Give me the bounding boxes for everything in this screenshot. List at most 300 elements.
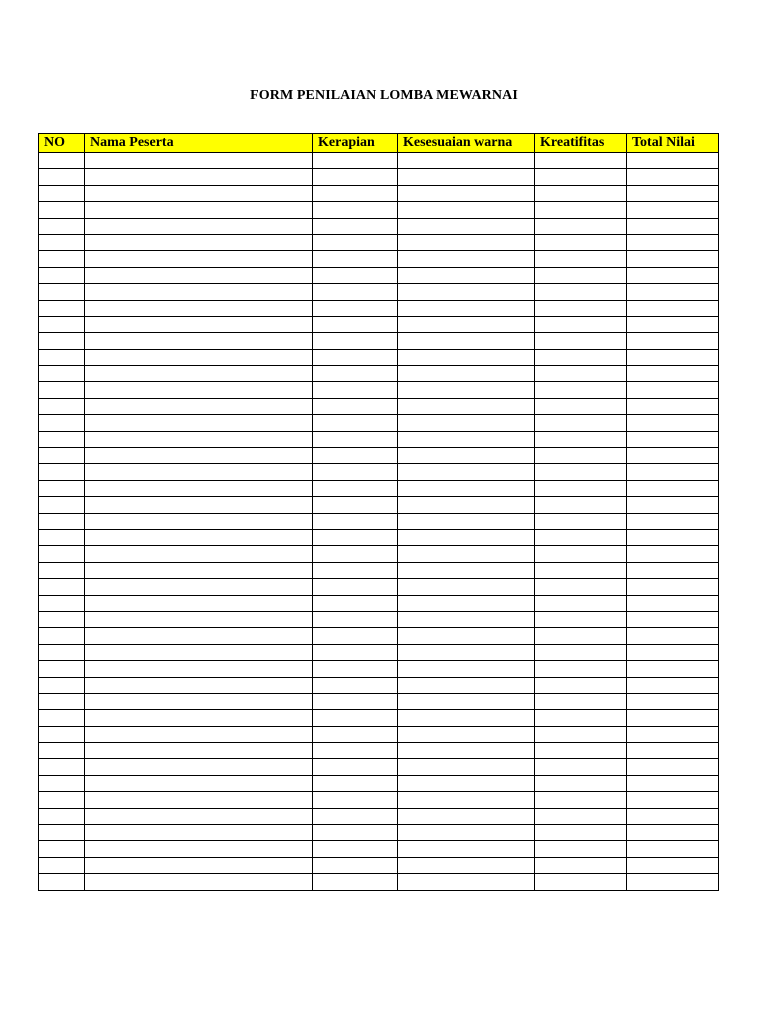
table-row	[39, 529, 719, 545]
cell-kesesuaian-warna	[398, 333, 535, 349]
cell-total-nilai	[627, 234, 719, 250]
cell-no	[39, 710, 85, 726]
cell-nama-peserta	[85, 841, 313, 857]
cell-kerapian	[313, 431, 398, 447]
cell-kerapian	[313, 464, 398, 480]
cell-no	[39, 693, 85, 709]
cell-kreatifitas	[535, 185, 627, 201]
cell-total-nilai	[627, 808, 719, 824]
cell-total-nilai	[627, 743, 719, 759]
cell-kreatifitas	[535, 234, 627, 250]
cell-kreatifitas	[535, 464, 627, 480]
cell-kreatifitas	[535, 300, 627, 316]
header-kerapian: Kerapian	[313, 134, 398, 153]
cell-nama-peserta	[85, 825, 313, 841]
table-row	[39, 382, 719, 398]
cell-no	[39, 808, 85, 824]
cell-total-nilai	[627, 464, 719, 480]
cell-no	[39, 398, 85, 414]
cell-no	[39, 611, 85, 627]
cell-total-nilai	[627, 366, 719, 382]
table-row	[39, 267, 719, 283]
cell-kerapian	[313, 349, 398, 365]
cell-nama-peserta	[85, 579, 313, 595]
table-row	[39, 775, 719, 791]
cell-nama-peserta	[85, 628, 313, 644]
cell-nama-peserta	[85, 284, 313, 300]
cell-kesesuaian-warna	[398, 497, 535, 513]
cell-total-nilai	[627, 595, 719, 611]
cell-no	[39, 234, 85, 250]
cell-no	[39, 726, 85, 742]
cell-total-nilai	[627, 710, 719, 726]
table-row	[39, 480, 719, 496]
cell-kerapian	[313, 808, 398, 824]
cell-total-nilai	[627, 857, 719, 873]
cell-kesesuaian-warna	[398, 825, 535, 841]
cell-kreatifitas	[535, 398, 627, 414]
table-row	[39, 153, 719, 169]
cell-kreatifitas	[535, 284, 627, 300]
cell-total-nilai	[627, 775, 719, 791]
table-row	[39, 857, 719, 873]
cell-nama-peserta	[85, 857, 313, 873]
cell-kerapian	[313, 743, 398, 759]
cell-kesesuaian-warna	[398, 153, 535, 169]
cell-kerapian	[313, 513, 398, 529]
cell-kesesuaian-warna	[398, 841, 535, 857]
cell-kesesuaian-warna	[398, 562, 535, 578]
cell-total-nilai	[627, 841, 719, 857]
cell-kreatifitas	[535, 726, 627, 742]
cell-kerapian	[313, 480, 398, 496]
cell-kreatifitas	[535, 513, 627, 529]
cell-kerapian	[313, 792, 398, 808]
cell-no	[39, 415, 85, 431]
cell-kesesuaian-warna	[398, 595, 535, 611]
cell-total-nilai	[627, 579, 719, 595]
table-row	[39, 759, 719, 775]
cell-no	[39, 153, 85, 169]
cell-total-nilai	[627, 693, 719, 709]
cell-total-nilai	[627, 661, 719, 677]
cell-nama-peserta	[85, 513, 313, 529]
cell-no	[39, 857, 85, 873]
cell-total-nilai	[627, 529, 719, 545]
table-row	[39, 349, 719, 365]
table-row	[39, 218, 719, 234]
cell-nama-peserta	[85, 349, 313, 365]
table-row	[39, 792, 719, 808]
cell-nama-peserta	[85, 153, 313, 169]
table-row	[39, 628, 719, 644]
cell-total-nilai	[627, 759, 719, 775]
cell-nama-peserta	[85, 415, 313, 431]
cell-no	[39, 759, 85, 775]
table-row	[39, 874, 719, 890]
cell-total-nilai	[627, 300, 719, 316]
cell-kesesuaian-warna	[398, 611, 535, 627]
cell-kerapian	[313, 202, 398, 218]
cell-total-nilai	[627, 218, 719, 234]
table-row	[39, 366, 719, 382]
cell-kesesuaian-warna	[398, 661, 535, 677]
cell-nama-peserta	[85, 234, 313, 250]
cell-kesesuaian-warna	[398, 300, 535, 316]
cell-kerapian	[313, 169, 398, 185]
table-row	[39, 579, 719, 595]
cell-kerapian	[313, 333, 398, 349]
cell-nama-peserta	[85, 546, 313, 562]
cell-kerapian	[313, 448, 398, 464]
cell-kreatifitas	[535, 316, 627, 332]
cell-kerapian	[313, 628, 398, 644]
cell-no	[39, 300, 85, 316]
cell-kreatifitas	[535, 431, 627, 447]
cell-kerapian	[313, 562, 398, 578]
cell-nama-peserta	[85, 759, 313, 775]
cell-no	[39, 284, 85, 300]
table-row	[39, 431, 719, 447]
cell-no	[39, 366, 85, 382]
cell-kerapian	[313, 300, 398, 316]
cell-no	[39, 464, 85, 480]
cell-no	[39, 595, 85, 611]
cell-kerapian	[313, 595, 398, 611]
cell-total-nilai	[627, 333, 719, 349]
cell-kreatifitas	[535, 448, 627, 464]
cell-kreatifitas	[535, 857, 627, 873]
cell-kesesuaian-warna	[398, 169, 535, 185]
header-kreatifitas: Kreatifitas	[535, 134, 627, 153]
cell-kesesuaian-warna	[398, 513, 535, 529]
table-row	[39, 464, 719, 480]
cell-no	[39, 562, 85, 578]
cell-kerapian	[313, 415, 398, 431]
cell-kesesuaian-warna	[398, 579, 535, 595]
cell-no	[39, 677, 85, 693]
cell-no	[39, 497, 85, 513]
cell-kreatifitas	[535, 825, 627, 841]
cell-kreatifitas	[535, 611, 627, 627]
cell-total-nilai	[627, 497, 719, 513]
cell-kreatifitas	[535, 743, 627, 759]
cell-nama-peserta	[85, 480, 313, 496]
cell-kreatifitas	[535, 710, 627, 726]
table-row	[39, 825, 719, 841]
cell-total-nilai	[627, 169, 719, 185]
cell-no	[39, 382, 85, 398]
cell-total-nilai	[627, 611, 719, 627]
table-row	[39, 562, 719, 578]
cell-kesesuaian-warna	[398, 464, 535, 480]
cell-kerapian	[313, 251, 398, 267]
cell-kerapian	[313, 759, 398, 775]
cell-kreatifitas	[535, 628, 627, 644]
cell-kerapian	[313, 497, 398, 513]
cell-kerapian	[313, 775, 398, 791]
score-table	[38, 133, 719, 891]
cell-nama-peserta	[85, 300, 313, 316]
table-row	[39, 693, 719, 709]
cell-kreatifitas	[535, 546, 627, 562]
cell-no	[39, 251, 85, 267]
cell-kreatifitas	[535, 808, 627, 824]
table-row	[39, 234, 719, 250]
cell-kerapian	[313, 316, 398, 332]
cell-kesesuaian-warna	[398, 185, 535, 201]
header-kesesuaian-warna: Kesesuaian warna	[398, 134, 535, 153]
cell-total-nilai	[627, 398, 719, 414]
cell-kesesuaian-warna	[398, 775, 535, 791]
cell-kerapian	[313, 644, 398, 660]
cell-nama-peserta	[85, 661, 313, 677]
cell-kesesuaian-warna	[398, 398, 535, 414]
cell-nama-peserta	[85, 366, 313, 382]
cell-nama-peserta	[85, 808, 313, 824]
table-row	[39, 808, 719, 824]
cell-nama-peserta	[85, 743, 313, 759]
cell-total-nilai	[627, 185, 719, 201]
cell-no	[39, 529, 85, 545]
cell-kesesuaian-warna	[398, 857, 535, 873]
cell-kesesuaian-warna	[398, 743, 535, 759]
cell-kerapian	[313, 857, 398, 873]
cell-nama-peserta	[85, 529, 313, 545]
cell-kesesuaian-warna	[398, 759, 535, 775]
cell-total-nilai	[627, 431, 719, 447]
cell-kesesuaian-warna	[398, 644, 535, 660]
table-row	[39, 300, 719, 316]
cell-total-nilai	[627, 349, 719, 365]
cell-total-nilai	[627, 677, 719, 693]
cell-kerapian	[313, 579, 398, 595]
cell-total-nilai	[627, 415, 719, 431]
cell-total-nilai	[627, 316, 719, 332]
cell-kreatifitas	[535, 644, 627, 660]
form-title: FORM PENILAIAN LOMBA MEWARNAI	[250, 88, 518, 103]
cell-nama-peserta	[85, 251, 313, 267]
cell-no	[39, 218, 85, 234]
table-row	[39, 251, 719, 267]
table-row	[39, 316, 719, 332]
cell-kreatifitas	[535, 874, 627, 890]
cell-kerapian	[313, 366, 398, 382]
cell-total-nilai	[627, 153, 719, 169]
cell-kreatifitas	[535, 169, 627, 185]
cell-kreatifitas	[535, 480, 627, 496]
cell-total-nilai	[627, 874, 719, 890]
table-row	[39, 710, 719, 726]
cell-total-nilai	[627, 644, 719, 660]
header-no: NO	[39, 134, 85, 153]
header-nama-peserta: Nama Peserta	[85, 134, 313, 153]
table-row	[39, 595, 719, 611]
cell-kreatifitas	[535, 759, 627, 775]
cell-no	[39, 513, 85, 529]
cell-kreatifitas	[535, 497, 627, 513]
cell-nama-peserta	[85, 644, 313, 660]
cell-kerapian	[313, 546, 398, 562]
cell-kesesuaian-warna	[398, 677, 535, 693]
cell-kreatifitas	[535, 202, 627, 218]
cell-total-nilai	[627, 284, 719, 300]
table-row	[39, 202, 719, 218]
cell-nama-peserta	[85, 595, 313, 611]
table-row	[39, 726, 719, 742]
cell-nama-peserta	[85, 202, 313, 218]
table-row	[39, 333, 719, 349]
table-row	[39, 497, 719, 513]
table-row	[39, 398, 719, 414]
cell-nama-peserta	[85, 874, 313, 890]
cell-kerapian	[313, 284, 398, 300]
cell-kesesuaian-warna	[398, 251, 535, 267]
table-row	[39, 611, 719, 627]
table-row	[39, 661, 719, 677]
cell-kerapian	[313, 153, 398, 169]
cell-kesesuaian-warna	[398, 415, 535, 431]
cell-no	[39, 169, 85, 185]
cell-nama-peserta	[85, 398, 313, 414]
cell-nama-peserta	[85, 382, 313, 398]
cell-nama-peserta	[85, 448, 313, 464]
cell-no	[39, 185, 85, 201]
cell-no	[39, 874, 85, 890]
cell-no	[39, 202, 85, 218]
cell-nama-peserta	[85, 611, 313, 627]
cell-nama-peserta	[85, 677, 313, 693]
table-row	[39, 284, 719, 300]
cell-no	[39, 579, 85, 595]
cell-kesesuaian-warna	[398, 628, 535, 644]
cell-kesesuaian-warna	[398, 284, 535, 300]
cell-kesesuaian-warna	[398, 726, 535, 742]
cell-kreatifitas	[535, 153, 627, 169]
cell-kreatifitas	[535, 333, 627, 349]
cell-kesesuaian-warna	[398, 218, 535, 234]
cell-kreatifitas	[535, 529, 627, 545]
cell-kesesuaian-warna	[398, 366, 535, 382]
cell-kesesuaian-warna	[398, 234, 535, 250]
cell-nama-peserta	[85, 316, 313, 332]
cell-kerapian	[313, 693, 398, 709]
cell-total-nilai	[627, 267, 719, 283]
table-row	[39, 743, 719, 759]
cell-no	[39, 333, 85, 349]
table-row	[39, 841, 719, 857]
cell-kerapian	[313, 874, 398, 890]
table-body	[39, 153, 719, 891]
table-row	[39, 513, 719, 529]
cell-no	[39, 775, 85, 791]
cell-no	[39, 644, 85, 660]
cell-kesesuaian-warna	[398, 710, 535, 726]
cell-kesesuaian-warna	[398, 267, 535, 283]
cell-kesesuaian-warna	[398, 202, 535, 218]
cell-kerapian	[313, 398, 398, 414]
table-row	[39, 169, 719, 185]
cell-kreatifitas	[535, 415, 627, 431]
header-row	[39, 134, 719, 153]
cell-kesesuaian-warna	[398, 808, 535, 824]
cell-total-nilai	[627, 628, 719, 644]
table-row	[39, 546, 719, 562]
table-row	[39, 185, 719, 201]
cell-total-nilai	[627, 448, 719, 464]
cell-nama-peserta	[85, 218, 313, 234]
cell-total-nilai	[627, 726, 719, 742]
cell-kreatifitas	[535, 661, 627, 677]
cell-kesesuaian-warna	[398, 349, 535, 365]
cell-kreatifitas	[535, 562, 627, 578]
cell-kreatifitas	[535, 841, 627, 857]
cell-kerapian	[313, 529, 398, 545]
cell-no	[39, 349, 85, 365]
cell-kerapian	[313, 661, 398, 677]
cell-no	[39, 448, 85, 464]
header-total-nilai: Total Nilai	[627, 134, 719, 153]
cell-kerapian	[313, 185, 398, 201]
cell-nama-peserta	[85, 792, 313, 808]
cell-kesesuaian-warna	[398, 431, 535, 447]
cell-no	[39, 792, 85, 808]
cell-kesesuaian-warna	[398, 792, 535, 808]
cell-kreatifitas	[535, 579, 627, 595]
cell-nama-peserta	[85, 726, 313, 742]
cell-nama-peserta	[85, 497, 313, 513]
cell-total-nilai	[627, 792, 719, 808]
cell-total-nilai	[627, 251, 719, 267]
cell-kerapian	[313, 677, 398, 693]
cell-no	[39, 316, 85, 332]
cell-nama-peserta	[85, 169, 313, 185]
cell-total-nilai	[627, 562, 719, 578]
table-row	[39, 448, 719, 464]
cell-kreatifitas	[535, 595, 627, 611]
cell-kreatifitas	[535, 792, 627, 808]
cell-kreatifitas	[535, 693, 627, 709]
cell-kreatifitas	[535, 677, 627, 693]
cell-no	[39, 431, 85, 447]
cell-kesesuaian-warna	[398, 546, 535, 562]
cell-nama-peserta	[85, 693, 313, 709]
cell-nama-peserta	[85, 185, 313, 201]
cell-kerapian	[313, 382, 398, 398]
cell-kerapian	[313, 267, 398, 283]
cell-kerapian	[313, 218, 398, 234]
cell-kesesuaian-warna	[398, 874, 535, 890]
cell-kreatifitas	[535, 251, 627, 267]
cell-nama-peserta	[85, 464, 313, 480]
cell-total-nilai	[627, 825, 719, 841]
cell-no	[39, 546, 85, 562]
cell-nama-peserta	[85, 431, 313, 447]
cell-kerapian	[313, 825, 398, 841]
cell-kreatifitas	[535, 267, 627, 283]
cell-nama-peserta	[85, 562, 313, 578]
cell-total-nilai	[627, 546, 719, 562]
cell-nama-peserta	[85, 710, 313, 726]
cell-kesesuaian-warna	[398, 448, 535, 464]
table-row	[39, 644, 719, 660]
cell-nama-peserta	[85, 775, 313, 791]
cell-total-nilai	[627, 382, 719, 398]
cell-kerapian	[313, 710, 398, 726]
cell-kesesuaian-warna	[398, 529, 535, 545]
cell-no	[39, 628, 85, 644]
cell-kerapian	[313, 726, 398, 742]
